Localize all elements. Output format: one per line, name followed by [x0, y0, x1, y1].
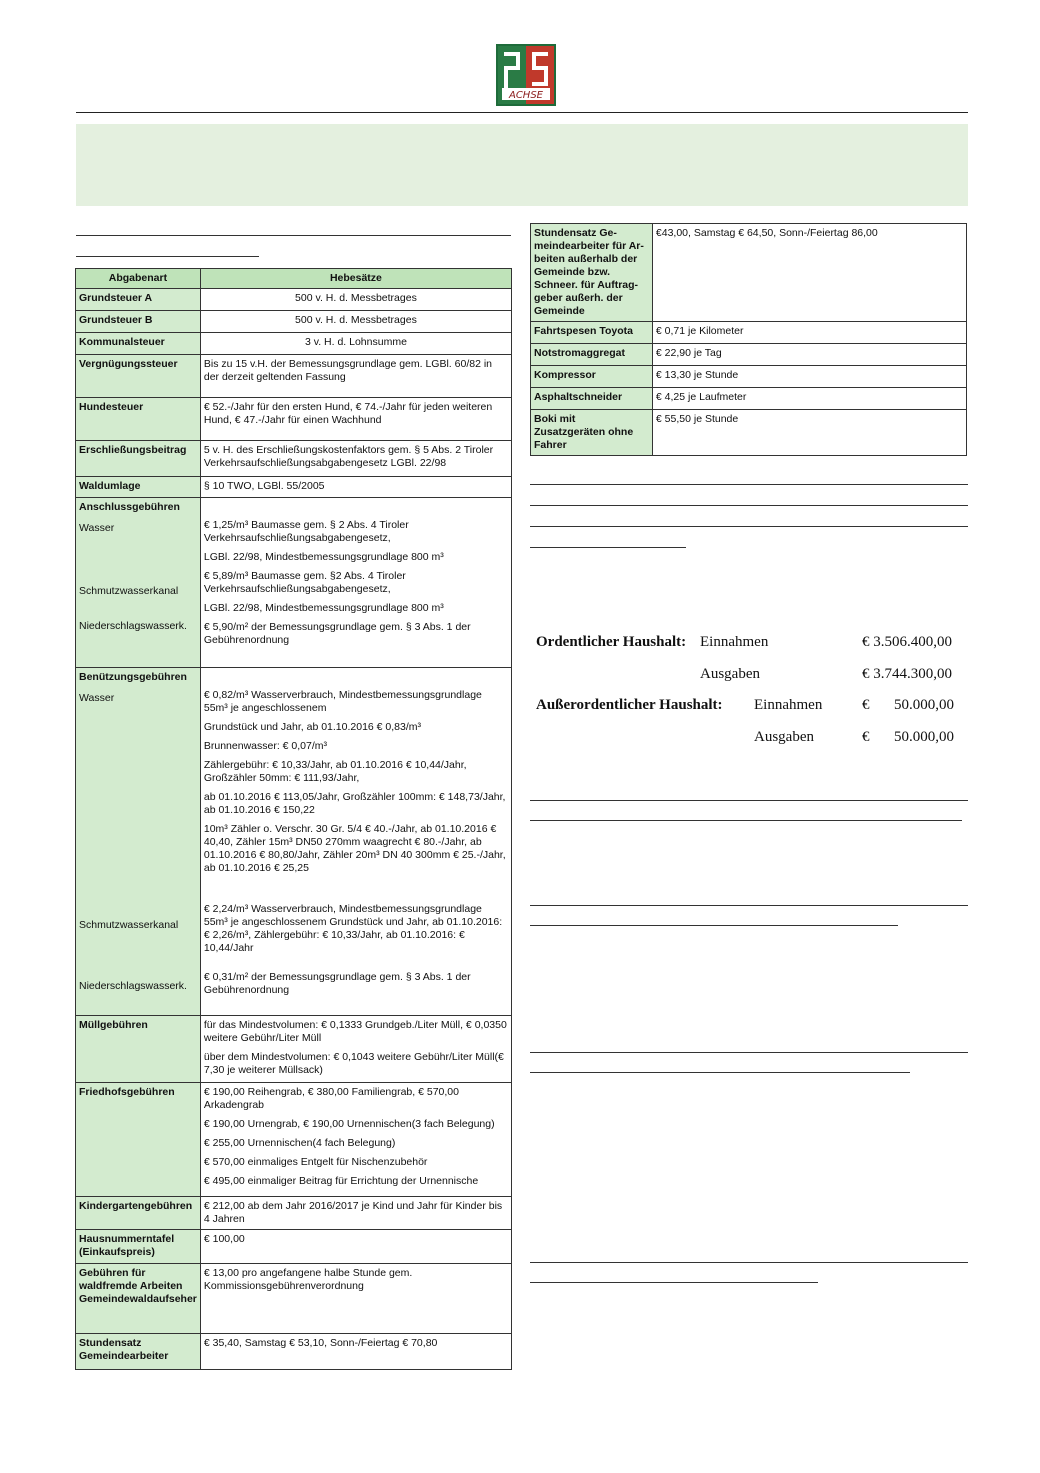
row-key: Asphaltschneider: [531, 388, 653, 410]
row-value: € 0,71 je Kilometer: [652, 322, 966, 344]
benutzung-title: Benützungsgebühren: [79, 671, 187, 683]
row-value: 500 v. H. d. Messbetrages: [200, 311, 511, 333]
row-value: € 13,30 je Stunde: [652, 366, 966, 388]
table-row: [531, 388, 967, 410]
budget-ausserordentlich-label: Außerordentlicher Haushalt:: [536, 697, 723, 713]
table-row: [76, 1264, 512, 1334]
row-value: 5 v. H. des Erschließungskostenfaktors gem. § 5 Abs. 2 Tiroler Verkehrsaufschließungsabgabengesetz LGBl. 22/98: [200, 441, 511, 477]
row-key: Fahrtspesen Toyota: [531, 322, 653, 344]
table-row: [76, 441, 512, 477]
benutzung-w3: Brunnenwasser: € 0,07/m³: [203, 740, 328, 752]
row-key: Stundensatz Gemeindearbeiter: [76, 1334, 201, 1370]
right-rule-1: [530, 484, 968, 485]
row-key: Boki mit Zusatzgeräten ohne Fahrer: [531, 410, 653, 456]
budget-ao-ausgaben-value: 50.000,00: [894, 729, 954, 745]
benutzung-n1: € 0,31/m² der Bemessungsgrundlage gem. § 3 Abs. 1 der Gebührenordnung: [203, 971, 471, 996]
row-key: Notstromaggregat: [531, 344, 653, 366]
budget-ao-einnahmen-label: Einnahmen: [754, 697, 823, 713]
row-key: Müllgebühren: [76, 1016, 201, 1083]
table-row: [531, 322, 967, 344]
friedhof-v5: € 495,00 einmaliger Beitrag für Errichtung der Urnennische: [203, 1175, 479, 1187]
row-key: Erschließungsbeitrag: [76, 441, 201, 477]
row-value: € 35,40, Samstag € 53,10, Sonn-/Feiertag € 70,80: [200, 1334, 511, 1370]
table-row: [76, 477, 512, 498]
row-value: 3 v. H. d. Lohnsumme: [200, 333, 511, 355]
benutzung-w4: Zählergebühr: € 10,33/Jahr, ab 01.10.2016 € 10,44/Jahr, Großzähler 50mm: € 111,93/Jahr,: [203, 759, 467, 784]
anschluss-nieder-1: € 5,90/m² der Bemessungsgrundlage gem. § 3 Abs. 1 der Gebührenordnung: [203, 621, 471, 646]
fees-table: [75, 268, 512, 1370]
table-row-benutzung: [76, 668, 512, 1016]
row-value: € 100,00: [200, 1230, 511, 1264]
anschluss-title: Anschlussgebühren: [79, 501, 180, 513]
budget-ord-einnahmen-value: € 3.506.400,00: [862, 634, 952, 650]
table-row: [76, 398, 512, 441]
right-rule-5: [530, 800, 968, 801]
table-row: [76, 1230, 512, 1264]
budget-ao-ausgaben-label: Ausgaben: [754, 729, 814, 745]
right-rule-7: [530, 905, 968, 906]
anschluss-nieder-label: Niederschlagswasserk.: [79, 620, 187, 632]
row-value: € 13,00 pro angefangene halbe Stunde gem. Kommissionsgebührenverordnung: [200, 1264, 511, 1334]
anschluss-value-cell: [200, 498, 511, 668]
right-rule-4: [530, 547, 686, 548]
benutzung-w2: Grundstück und Jahr, ab 01.10.2016 € 0,83/m³: [203, 721, 422, 733]
friedhof-v2: € 190,00 Urnengrab, € 190,00 Urnennischen(3 fach Belegung): [203, 1118, 495, 1130]
muell-v1: für das Mindestvolumen: € 0,1333 Grundgeb./Liter Müll, € 0,0350 weitere Gebühr/Liter Müll: [203, 1019, 507, 1044]
benutzung-value-cell: [200, 668, 511, 1016]
muell-value-cell: [200, 1016, 511, 1083]
anschluss-wasser-label: Wasser: [79, 522, 115, 534]
row-key: Kommunalsteuer: [76, 333, 201, 355]
anschluss-schmutz-2: LGBl. 22/98, Mindestbemessungsgrundlage 800 m³: [203, 602, 444, 614]
col-header-abgabenart: Abgabenart: [76, 269, 201, 289]
budget-ao-einnahmen-euro: €: [862, 697, 870, 713]
left-heading-rule-2: [76, 256, 259, 257]
right-rule-6: [530, 820, 962, 821]
row-key: Grundsteuer B: [76, 311, 201, 333]
budget-ordentlich-label: Ordentlicher Haushalt:: [536, 634, 687, 650]
row-value: € 212,00 ab dem Jahr 2016/2017 je Kind und Jahr für Kinder bis 4 Jahren: [200, 1197, 511, 1230]
budget-ao-einnahmen-value: 50.000,00: [894, 697, 954, 713]
friedhof-value-cell: [200, 1083, 511, 1197]
col-header-hebesaetze: Hebesätze: [200, 269, 511, 289]
left-heading-rule-1: [76, 235, 511, 236]
budget-ao-ausgaben-euro: €: [862, 729, 870, 745]
benutzung-wasser-label: Wasser: [79, 692, 115, 704]
row-key: Vergnügungssteuer: [76, 355, 201, 398]
row-key: Stundensatz Ge-meindearbeiter für Ar-beiten außerhalb der Gemeinde bzw. Schneer. für Auftrag-geber außerh. der Gemeinde: [531, 224, 653, 322]
row-value: € 4,25 je Laufmeter: [652, 388, 966, 410]
row-value: €43,00, Samstag € 64,50, Sonn-/Feiertag 86,00: [652, 224, 966, 322]
title-band: [76, 124, 968, 206]
table-row: [76, 311, 512, 333]
right-rule-10: [530, 1072, 910, 1073]
row-value: Bis zu 15 v.H. der Bemessungsgrundlage gem. LGBl. 60/82 in der derzeit geltenden Fassung: [200, 355, 511, 398]
row-value: € 52.-/Jahr für den ersten Hund, € 74.-/Jahr für jeden weiteren Hund, € 47.-/Jahr für einen Wachhund: [200, 398, 511, 441]
benutzung-w1: € 0,82/m³ Wasserverbrauch, Mindestbemessungsgrundlage 55m³ je angeschlossenem: [203, 689, 482, 714]
row-key: Waldumlage: [76, 477, 201, 498]
budget-ord-einnahmen-label: Einnahmen: [700, 634, 769, 650]
muell-v2: über dem Mindestvolumen: € 0,1043 weitere Gebühr/Liter Müll(€ 7,30 je weiterer Müllsack): [203, 1051, 504, 1076]
row-key: Hundesteuer: [76, 398, 201, 441]
friedhof-v4: € 570,00 einmaliges Entgelt für Nischenzubehör: [203, 1156, 428, 1168]
table-row: [531, 344, 967, 366]
table-row-muell: [76, 1016, 512, 1083]
row-key: Kompressor: [531, 366, 653, 388]
anschluss-schmutz-1: € 5,89/m³ Baumasse gem. §2 Abs. 4 Tiroler Verkehrsaufschließungsabgabengesetz,: [203, 570, 406, 595]
row-key: Grundsteuer A: [76, 289, 201, 311]
header-rule: [76, 112, 968, 113]
row-value: € 22,90 je Tag: [652, 344, 966, 366]
row-value: 500 v. H. d. Messbetrages: [200, 289, 511, 311]
table-row: [531, 224, 967, 322]
right-rule-2: [530, 505, 968, 506]
table-row: [531, 366, 967, 388]
friedhof-v1: € 190,00 Reihengrab, € 380,00 Familiengrab, € 570,00 Arkadengrab: [203, 1086, 459, 1111]
anschluss-key-cell: [76, 498, 201, 668]
right-rule-11: [530, 1262, 968, 1263]
right-rule-3: [530, 526, 968, 527]
logo-text: ACHSE: [508, 90, 544, 101]
anschluss-wasser-1: € 1,25/m³ Baumasse gem. § 2 Abs. 4 Tiroler Verkehrsaufschließungsabgabengesetz,: [203, 519, 409, 544]
benutzung-s1: € 2,24/m³ Wasserverbrauch, Mindestbemessungsgrundlage 55m³ je angeschlossenem Grundstück und Jahr, ab 01.10.2016: € 2,26/m³, Zählergebühr: € 10,33/Jahr, ab 01.10.2016: € 10,44/Jahr: [203, 903, 503, 954]
table-row: [76, 355, 512, 398]
row-key: Gebühren für waldfremde Arbeiten Gemeindewaldaufseher: [76, 1264, 201, 1334]
table-row: [76, 289, 512, 311]
table-row: [76, 333, 512, 355]
table-row: [76, 1334, 512, 1370]
row-key: Kindergartengebühren: [76, 1197, 201, 1230]
table-row-anschluss: [76, 498, 512, 668]
budget-ord-ausgaben-value: € 3.744.300,00: [862, 666, 952, 682]
benutzung-schmutz-label: Schmutzwasserkanal: [79, 919, 179, 931]
budget-ord-ausgaben-label: Ausgaben: [700, 666, 760, 682]
equipment-rates-table: [530, 223, 967, 456]
row-key: Friedhofsgebühren: [76, 1083, 201, 1197]
benutzung-nieder-label: Niederschlagswasserk.: [79, 980, 187, 992]
row-value: € 55,50 je Stunde: [652, 410, 966, 456]
row-key: Hausnummerntafel (Einkaufspreis): [76, 1230, 201, 1264]
row-value: § 10 TWO, LGBl. 55/2005: [200, 477, 511, 498]
right-rule-12: [530, 1282, 818, 1283]
table-row: [76, 1197, 512, 1230]
right-rule-9: [530, 1052, 968, 1053]
right-rule-8: [530, 925, 898, 926]
anschluss-wasser-2: LGBl. 22/98, Mindestbemessungsgrundlage 800 m³: [203, 551, 444, 563]
anschluss-schmutz-label: Schmutzwasserkanal: [79, 585, 179, 597]
table-header-row: [76, 269, 512, 289]
table-row-friedhof: [76, 1083, 512, 1197]
benutzung-key-cell: [76, 668, 201, 1016]
logo: [496, 44, 556, 106]
benutzung-w6: 10m³ Zähler o. Verschr. 30 Gr. 5/4 € 40.-/Jahr, ab 01.10.2016 € 40,40, Zähler 15m³ DN50 270mm waagrecht € 80.-/Jahr, ab 01.10.2016 € 80,80/Jahr, Zähler 20m³ DN 40 300mm € 25.-/Jahr, ab 01.10.2016 € 25,25: [203, 823, 506, 874]
friedhof-v3: € 255,00 Urnennischen(4 fach Belegung): [203, 1137, 396, 1149]
benutzung-w5: ab 01.10.2016 € 113,05/Jahr, Großzähler 100mm: € 148,73/Jahr, ab 01.10.2016 € 150,22: [203, 791, 506, 816]
table-row: [531, 410, 967, 456]
